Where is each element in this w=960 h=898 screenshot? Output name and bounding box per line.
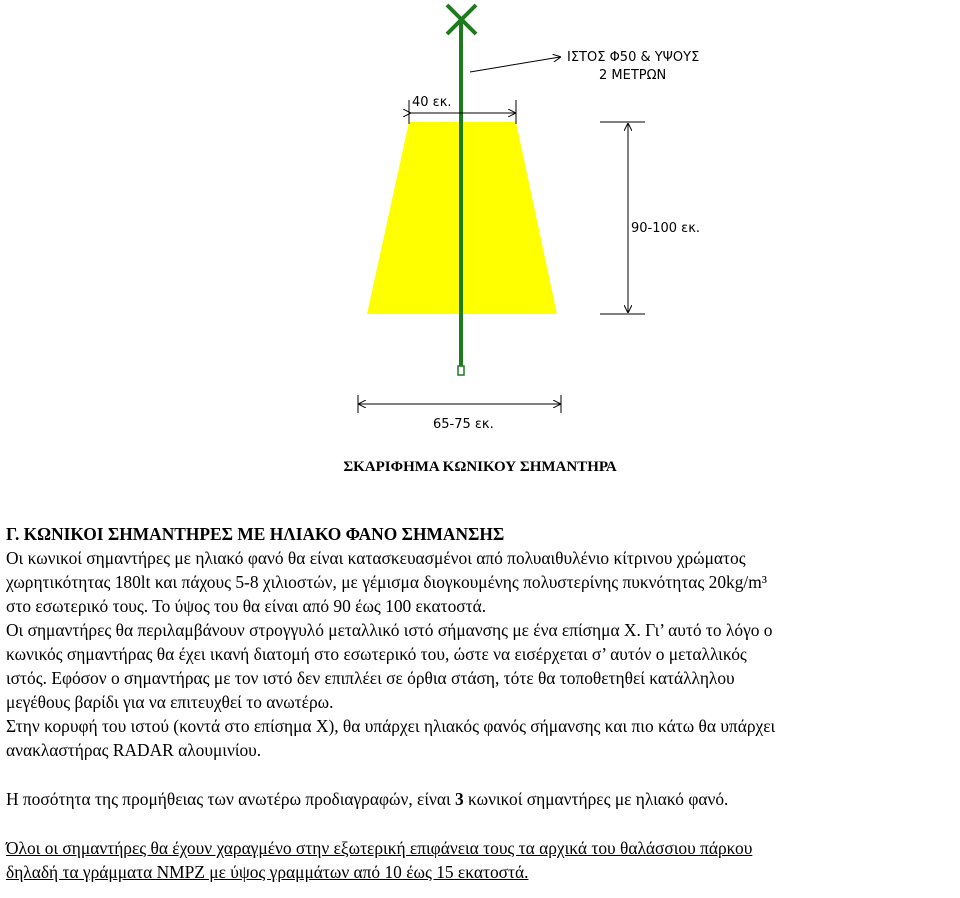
paragraph-line: ιστός. Εφόσον ο σημαντήρας με τον ιστό δεν επιπλέει σε όρθια στάση, τότε θα τοποθετηθεί κατάλληλου	[6, 668, 735, 688]
sketch-caption: ΣΚΑΡΙΦΗΜΑ ΚΩΝΙΚΟΥ ΣΗΜΑΝΤΗΡΑ	[343, 459, 617, 475]
paragraph-line: Στην κορυφή του ιστού (κοντά στο επίσημα Χ), θα υπάρχει ηλιακός φανός σήμανσης και πιο κάτω θα υπάρχει	[6, 716, 776, 736]
top-width-label: 40 εκ.	[412, 95, 452, 110]
quantity-statement	[6, 787, 958, 811]
paragraph-line: κωνικός σημαντήρας θα έχει ικανή διατομή στο εσωτερικό του, ώστε να εισέρχεται σ’ αυτόν ο μεταλλικός	[6, 644, 747, 664]
paragraph-line: χωρητικότητας 180lt και πάχους 5-8 χιλιοστών, με γέμισμα διογκουμένης πολυστερίνης πυκνότητας 20kg/m³	[6, 572, 768, 592]
paragraph-line: ανακλαστήρας RADAR αλουμινίου.	[6, 740, 262, 760]
paragraph-line: μεγέθους βαρίδι για να επιτευχθεί το ανωτέρω.	[6, 692, 334, 712]
height-label: 90-100 εκ.	[631, 221, 700, 236]
paragraph-line: Οι κωνικοί σημαντήρες με ηλιακό φανό θα είναι κατασκευασμένοι από πολυαιθυλένιο κίτρινου χρώματος	[6, 548, 746, 568]
quantity-text-after: κωνικοί σημαντήρες με ηλιακό φανό.	[463, 789, 729, 809]
base-width-label: 65-75 εκ.	[433, 417, 494, 432]
paragraph-line: Οι σημαντήρες θα περιλαμβάνουν στρογγυλό μεταλλικό ιστό σήμανσης με ένα επίσημα Χ. Γι’ αυτό το λόγο ο	[6, 620, 773, 640]
specification-text	[6, 522, 958, 884]
section-heading: Γ. ΚΩΝΙΚΟΙ ΣΗΜΑΝΤΗΡΕΣ ΜΕ ΗΛΙΑΚΟ ΦΑΝΟ ΣΗΜΑΝΣΗΣ	[6, 524, 505, 544]
paragraph-line: στο εσωτερικό τους. Το ύψος του θα είναι από 90 έως 100 εκατοστά.	[6, 596, 487, 616]
marking-note-line: δηλαδή τα γράμματα ΝΜΡΖ με ύψος γραμμάτων από 10 έως 15 εκατοστά.	[6, 862, 529, 882]
mast-label-line1: ΙΣΤΟΣ Φ50 & ΥΨΟΥΣ	[567, 50, 700, 65]
quantity-number: 3	[455, 789, 464, 809]
mast-label-line2: 2 ΜΕΤΡΩΝ	[599, 68, 667, 83]
mast-leader-arrow	[470, 57, 560, 72]
base-width-dimension	[358, 395, 561, 413]
marking-note-line: Όλοι οι σημαντήρες θα έχουν χαραγμένο στην εξωτερική επιφάνεια τους τα αρχικά του θαλάσσιου πάρκου	[6, 838, 753, 858]
mast-base-icon	[458, 366, 464, 375]
quantity-text-before: Η ποσότητα της προμήθειας των ανωτέρω προδιαγραφών, είναι	[6, 789, 455, 809]
height-dimension	[600, 122, 645, 314]
